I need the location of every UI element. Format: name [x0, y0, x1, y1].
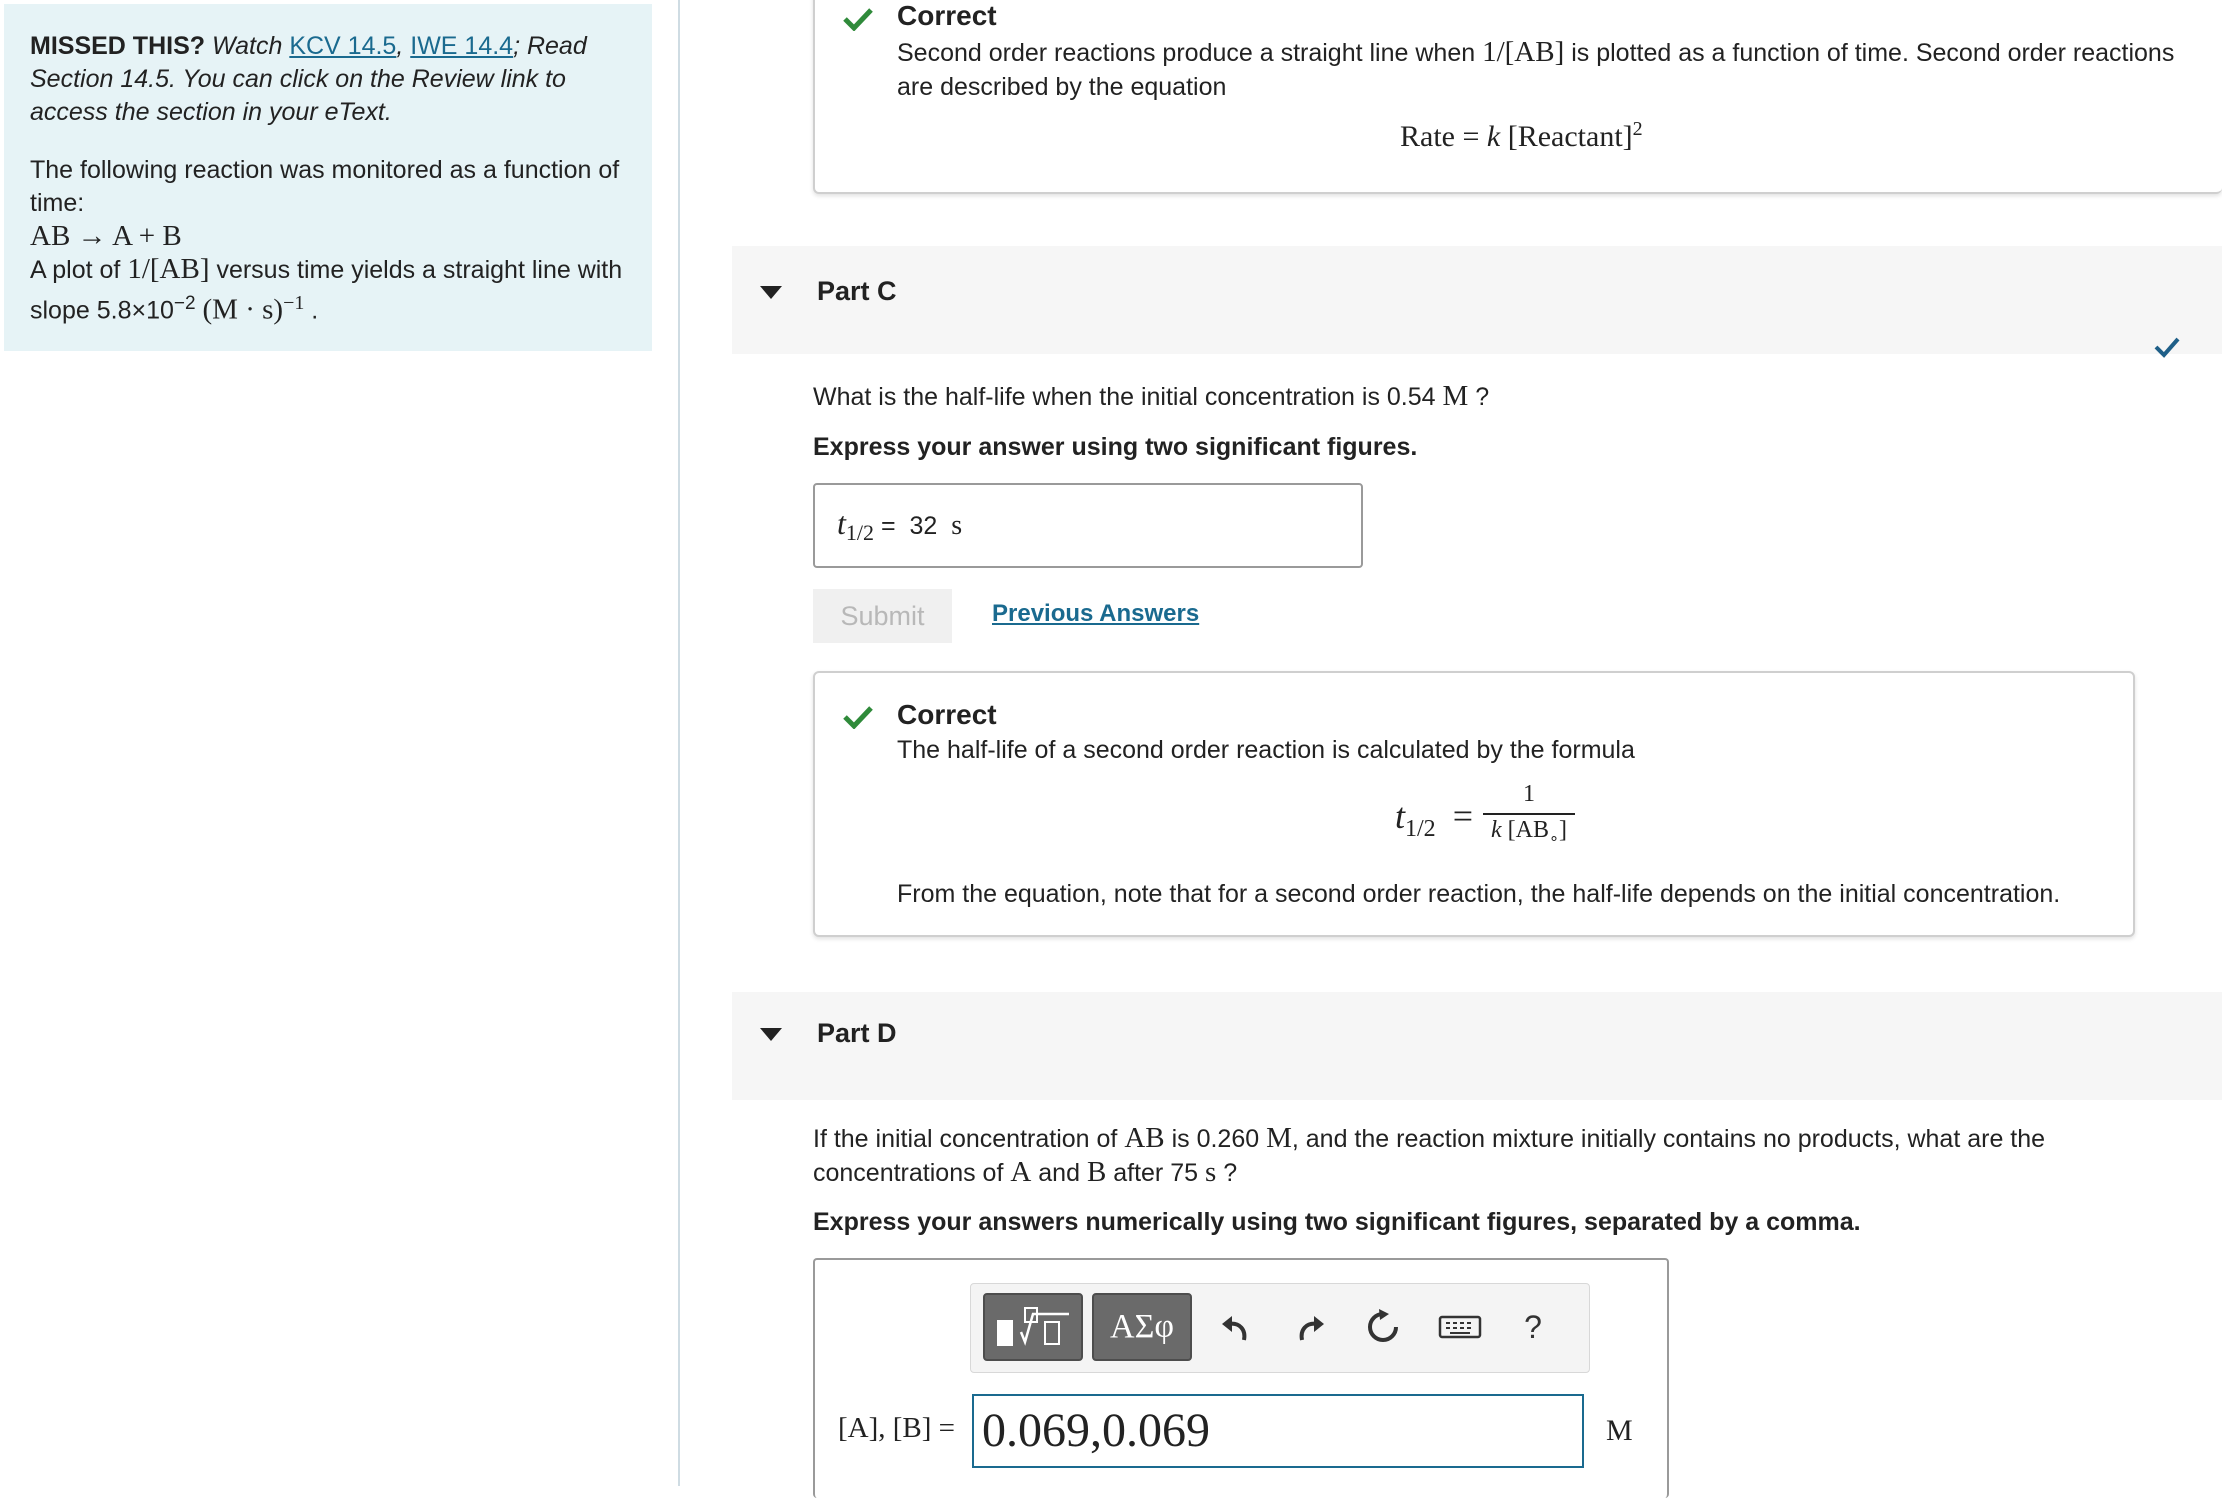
math-toolbar: [970, 1283, 1590, 1373]
formula-den-close: ]: [1559, 817, 1567, 843]
plot-pre-text: A plot of: [30, 256, 121, 284]
kcv-link[interactable]: KCV 14.5: [289, 32, 397, 60]
q-text-4: and: [1038, 1159, 1080, 1187]
q-ab: AB: [1124, 1122, 1165, 1154]
part-c-header[interactable]: [732, 246, 2222, 354]
formula-equals: =: [1452, 796, 1473, 836]
missed-this-note: [30, 30, 626, 129]
feedback-note: From the equation, note that for a second order reaction, the half-life depends on the initial concentration.: [897, 880, 2061, 908]
feedback-text: The half-life of a second order reaction is calculated by the formula: [897, 736, 1635, 764]
answer-subscript: 1/2: [845, 520, 875, 545]
q-text-3: , and the reaction mixture initially contains no products, what are the concentrations of: [813, 1125, 2046, 1187]
rate-equation: [1400, 118, 1643, 154]
check-icon: [843, 7, 873, 31]
q-a: A: [1010, 1156, 1032, 1188]
formula-subscript: 1/2: [1405, 816, 1436, 843]
part-d-answer-unit: M: [1606, 1414, 1633, 1447]
redo-icon[interactable]: [1289, 1302, 1333, 1352]
half-life-formula: [1395, 781, 1695, 861]
part-c-question: [813, 380, 1489, 414]
formula-den: [AB: [1507, 817, 1549, 843]
check-icon: [843, 705, 873, 729]
rate-rhs: [Reactant]: [1507, 120, 1633, 153]
formula-k: k: [1490, 817, 1502, 843]
submit-button[interactable]: Submit: [813, 589, 952, 643]
part-c-instruction: Express your answer using two significant figures.: [813, 433, 1418, 461]
feedback-text: [897, 35, 2187, 104]
question-unit: M: [1442, 380, 1469, 412]
part-d-instruction: Express your answers numerically using two significant figures, separated by a comma.: [813, 1208, 1861, 1236]
plot-post-text: versus time yields a straight line with slope: [30, 256, 623, 325]
previous-answers-link[interactable]: Previous Answers: [992, 600, 1200, 627]
panel-divider: [678, 0, 680, 1486]
watch-text: Watch: [211, 32, 283, 60]
iwe-link[interactable]: IWE 14.4: [410, 32, 514, 60]
formula-variable: t: [1395, 796, 1406, 836]
reaction-intro-text: The following reaction was monitored as a function of time:: [30, 156, 620, 217]
part-d-answer-input[interactable]: 0.069,0.069: [972, 1394, 1584, 1468]
formula-den-sub: ∘: [1548, 829, 1559, 847]
caret-down-icon[interactable]: [760, 286, 782, 299]
problem-intro-panel: [4, 4, 652, 351]
answer-unit: s: [951, 510, 963, 541]
read-section-text: ; Read Section 14.5. You can click on the Review link to access the section in your eText.: [30, 32, 587, 126]
templates-button[interactable]: [983, 1293, 1083, 1361]
completed-check-icon: [2154, 336, 2180, 358]
feedback-text-pre: Second order reactions produce a straight line when: [897, 39, 1476, 67]
q-s: s: [1204, 1156, 1217, 1188]
part-d-title: Part D: [817, 1018, 897, 1048]
reset-icon[interactable]: [1361, 1302, 1405, 1352]
templates-icon: [993, 1302, 1073, 1352]
part-c-answer-field[interactable]: [813, 483, 1363, 568]
q-b: B: [1086, 1156, 1107, 1188]
question-mark: ?: [1475, 383, 1490, 411]
end-punct: .: [311, 296, 319, 325]
question-text: What is the half-life when the initial concentration is 0.54: [813, 383, 1436, 411]
answer-value: 32: [909, 512, 938, 540]
formula-denominator: [1483, 817, 1575, 848]
slope-units-exponent: −1: [283, 292, 305, 314]
part-c-title: Part C: [817, 276, 897, 306]
q-text-1: If the initial concentration of: [813, 1125, 1118, 1153]
feedback-text-post: is plotted as a function of time. Second order reactions are described by the equation: [897, 39, 2175, 101]
part-b-feedback-box: [813, 0, 2222, 194]
answer-content: [837, 505, 962, 546]
part-d-answer-label: [A], [B] =: [838, 1412, 956, 1444]
fraction-bar: [1483, 813, 1575, 815]
slope-exponent: −2: [173, 293, 196, 314]
answer-variable: t: [837, 505, 846, 541]
part-d-header[interactable]: [732, 992, 2222, 1100]
help-button[interactable]: ?: [1524, 1308, 1542, 1345]
rate-lhs: Rate =: [1400, 120, 1480, 153]
feedback-expression: 1/[AB]: [1482, 36, 1565, 68]
keyboard-icon[interactable]: [1434, 1302, 1486, 1352]
part-d-question: [813, 1122, 2143, 1190]
rate-exponent: 2: [1632, 118, 1643, 140]
formula-numerator: 1: [1523, 781, 1535, 807]
greek-symbols-button[interactable]: ΑΣφ: [1092, 1293, 1192, 1361]
rate-k: k: [1486, 120, 1501, 153]
slope-value: 5.8×10: [96, 296, 174, 325]
slope-statement: [30, 253, 626, 327]
q-text-5: after 75: [1113, 1159, 1199, 1187]
q-text-2: is 0.260: [1171, 1125, 1260, 1153]
answer-equals: =: [880, 512, 896, 540]
caret-down-icon[interactable]: [760, 1028, 782, 1041]
feedback-title: Correct: [897, 699, 997, 730]
feedback-title: Correct: [897, 0, 997, 31]
link-comma: ,: [396, 32, 404, 60]
q-m: M: [1266, 1122, 1292, 1154]
missed-this-label: MISSED THIS?: [30, 32, 206, 60]
plot-expression: 1/[AB]: [127, 253, 210, 285]
slope-units: (M · s): [202, 293, 284, 326]
undo-icon[interactable]: [1213, 1302, 1257, 1352]
q-text-6: ?: [1223, 1159, 1238, 1187]
part-c-feedback-box: [813, 671, 2135, 937]
reaction-equation: AB → A + B: [30, 220, 182, 252]
